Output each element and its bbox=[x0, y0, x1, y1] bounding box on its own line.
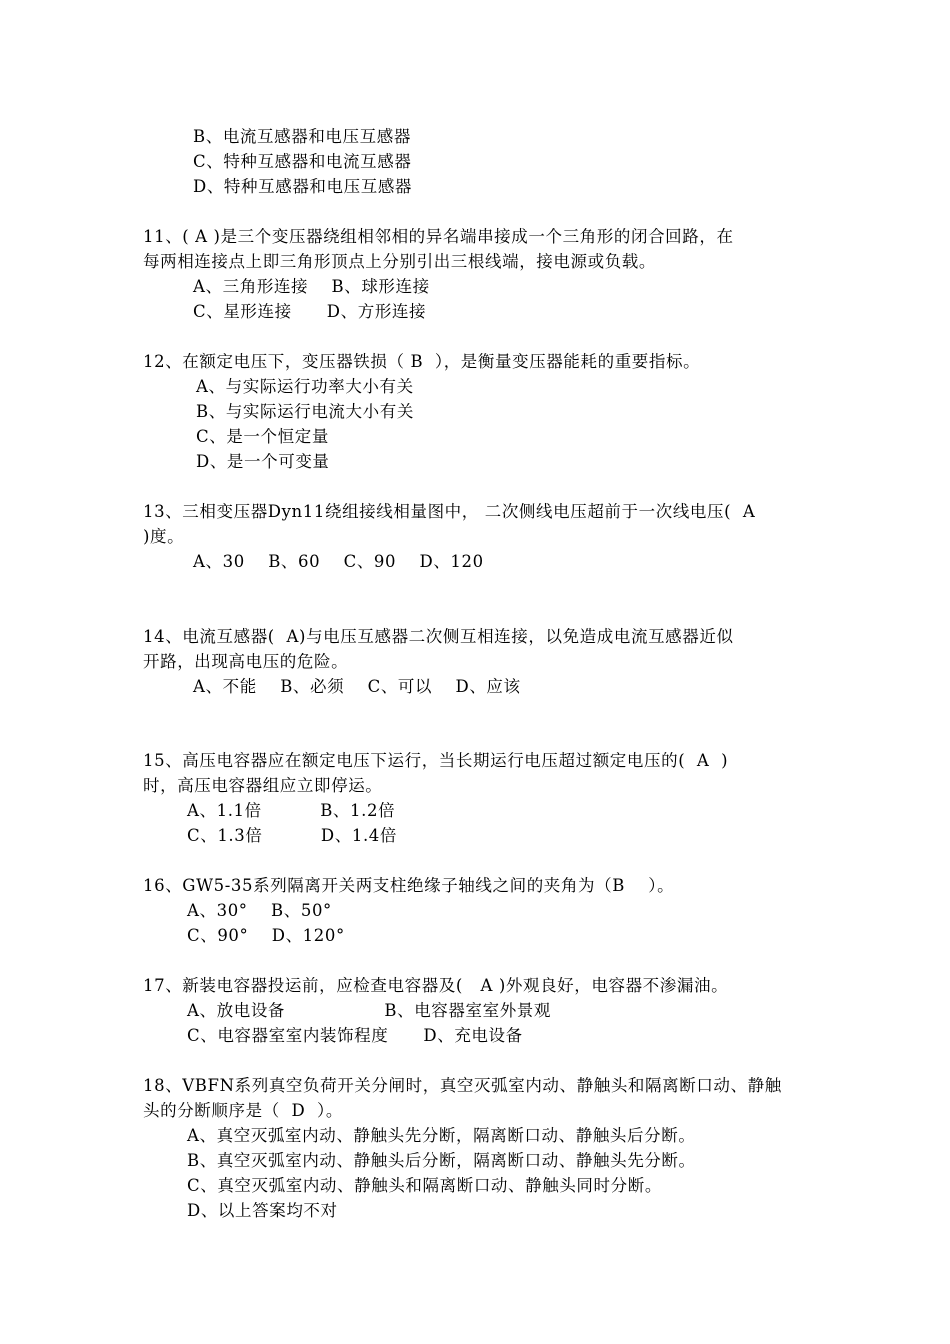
q18-option-b: B、真空灭弧室内动、静触头后分断，隔离断口动、静触头先分断。 bbox=[187, 1151, 696, 1170]
q11-stem-line1: 11、( A )是三个变压器绕组相邻相的异名端串接成一个三角形的闭合回路，在 bbox=[143, 227, 734, 246]
q15-options-ab: A、1.1倍 B、1.2倍 bbox=[187, 801, 396, 820]
q13-stem-line1: 13、三相变压器Dyn11绕组接线相量图中， 二次侧线电压超前于一次线电压( A bbox=[143, 502, 756, 521]
q15-stem-line1: 15、高压电容器应在额定电压下运行，当长期运行电压超过额定电压的( A ) bbox=[143, 751, 729, 770]
q12-option-b: B、与实际运行电流大小有关 bbox=[196, 402, 414, 421]
q17-options-cd: C、电容器室室内装饰程度 D、充电设备 bbox=[187, 1026, 523, 1045]
q16-options-ab: A、30° B、50° bbox=[187, 901, 332, 920]
q11-stem-line2: 每两相连接点上即三角形顶点上分别引出三根线端，接电源或负载。 bbox=[143, 252, 656, 271]
q18-stem-line2: 头的分断顺序是（ D ）。 bbox=[143, 1101, 343, 1120]
q12-option-d: D、是一个可变量 bbox=[196, 452, 330, 471]
q14-stem-line1: 14、电流互感器( A)与电压互感器二次侧互相连接，以免造成电流互感器近似 bbox=[143, 627, 734, 646]
q12-option-c: C、是一个恒定量 bbox=[196, 427, 329, 446]
q16-options-cd: C、90° D、120° bbox=[187, 926, 345, 945]
q13-options: A、30 B、60 C、90 D、120 bbox=[193, 552, 484, 571]
q13-stem-line2: )度。 bbox=[143, 527, 185, 546]
q14-stem-line2: 开路，出现高电压的危险。 bbox=[143, 652, 349, 671]
q18-option-a: A、真空灭弧室内动、静触头先分断，隔离断口动、静触头后分断。 bbox=[187, 1126, 696, 1145]
q15-stem-line2: 时，高压电容器组应立即停运。 bbox=[143, 776, 383, 795]
q18-stem-line1: 18、VBFN系列真空负荷开关分闸时，真空灭弧室内动、静触头和隔离断口动、静触 bbox=[143, 1076, 782, 1095]
q16-stem: 16、GW5-35系列隔离开关两支柱绝缘子轴线之间的夹角为（B ）。 bbox=[143, 876, 675, 895]
q12-stem: 12、在额定电压下，变压器铁损（ B ），是衡量变压器能耗的重要指标。 bbox=[143, 352, 701, 371]
q12-option-a: A、与实际运行功率大小有关 bbox=[196, 377, 414, 396]
q17-stem: 17、新装电容器投运前，应检查电容器及( A )外观良好，电容器不渗漏油。 bbox=[143, 976, 729, 995]
q11-options-ab: A、三角形连接 B、球形连接 bbox=[193, 277, 430, 296]
q10-option-d: D、特种互感器和电压互感器 bbox=[193, 177, 413, 196]
q18-option-d: D、以上答案均不对 bbox=[187, 1201, 338, 1220]
q18-option-c: C、真空灭弧室内动、静触头和隔离断口动、静触头同时分断。 bbox=[187, 1176, 662, 1195]
q11-options-cd: C、星形连接 D、方形连接 bbox=[193, 302, 427, 321]
q10-option-b: B、电流互感器和电压互感器 bbox=[193, 127, 411, 146]
q10-option-c: C、特种互感器和电流互感器 bbox=[193, 152, 412, 171]
q15-options-cd: C、1.3倍 D、1.4倍 bbox=[187, 826, 397, 845]
q14-options: A、不能 B、必须 C、可以 D、应该 bbox=[193, 677, 521, 696]
q17-options-ab: A、放电设备 B、电容器室室外景观 bbox=[187, 1001, 552, 1020]
